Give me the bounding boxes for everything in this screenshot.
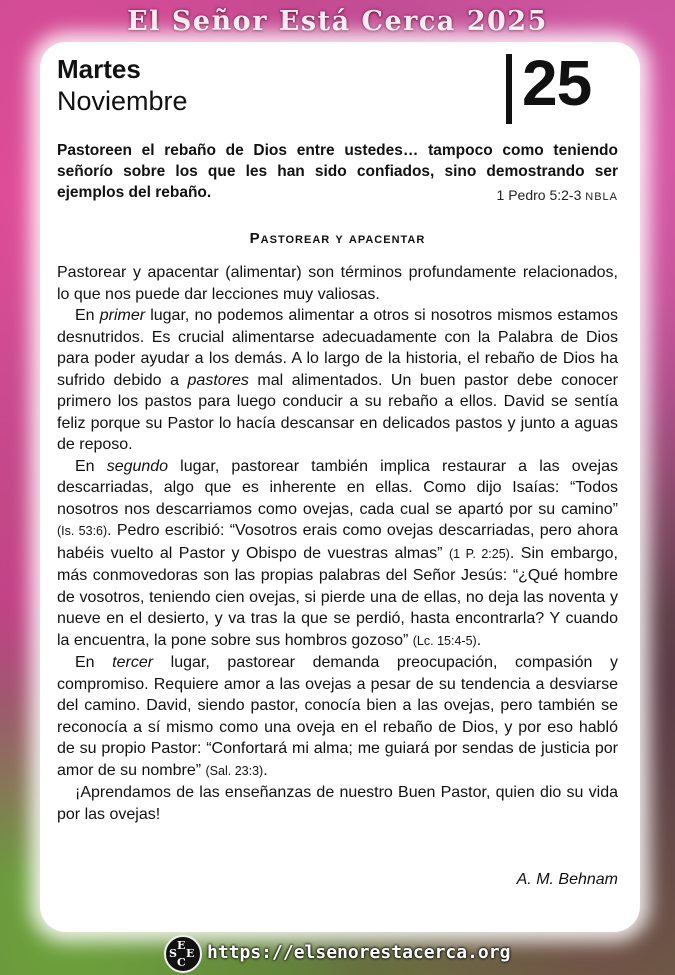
emphasis: tercer	[112, 654, 154, 671]
text-run: . Pedro escribió: “Vosotros erais como ovejas descarriadas, pero ahora habéis vuelto al Pastor y Obispo de vuestras almas”	[57, 522, 618, 562]
scripture-citation: (Sal. 23:3)	[205, 763, 264, 778]
devotional-body	[57, 262, 618, 825]
scripture-citation: (1 P. 2:25)	[448, 546, 510, 561]
logo-letter: S	[169, 947, 177, 960]
logo-letter: C	[177, 956, 186, 969]
publication-title: El Señor Está Cerca 2025	[127, 6, 548, 37]
paragraph-3	[57, 456, 618, 653]
weekday-label: Martes	[57, 54, 141, 84]
paragraph-5: ¡Aprendamos de las enseñanzas de nuestro Buen Pastor, quien dio su vida por las ovejas!	[57, 784, 618, 823]
text-run: .	[476, 631, 482, 649]
text-run: En	[75, 307, 100, 324]
devotional-title: Pastorear y apacentar	[249, 230, 426, 247]
logo-letter: E	[177, 939, 186, 952]
text-run: lugar, pastorear también implica restaurar a las ovejas descarriadas, algo que es inherente en ellas. Como dijo Isaías: “Todos nosotros nos descarriamos como ovejas, cada cual se apartó por su camino”	[57, 457, 619, 518]
text-run: En	[75, 457, 107, 475]
text-run: mal alimentados. Un buen pastor debe conocer primero los pastos para luego conducir a su rebaño a ellos. David se sentía feliz porque su Pastor lo hacía descansar en delicados pastos y junto a aguas de reposo.	[57, 371, 618, 453]
emphasis: primer	[99, 307, 146, 324]
logo-letter: E	[186, 947, 195, 960]
bible-version: NBLA	[585, 191, 618, 203]
text-run: . Sin embargo, más conmovedoras son las propias palabras del Señor Jesús: “¿Qué hombre de vosotros, teniendo cien ovejas, si pierde una de ellas, no deja las noventa y nueve en el desierto, y va tras la que se perdió, hasta encontrarla? Y cuando la encuentra, la pone sobre sus hombros gozoso”	[57, 544, 618, 649]
date-divider	[506, 54, 512, 124]
key-verse: Pastoreen el rebaño de Dios entre ustedes… tampoco como teniendo señorío sobre los que les han sido confiados, sino demostrando ser ejemplos del rebaño.	[57, 142, 618, 201]
day-number: 25	[522, 47, 592, 119]
scripture-citation: (Is. 53:6)	[57, 524, 108, 538]
text-run: .	[263, 761, 268, 779]
text-run: En	[75, 654, 113, 671]
paragraph-1: Pastorear y apacentar (alimentar) son términos profundamente relacionados, lo que nos puede dar lecciones muy valiosas.	[57, 264, 618, 303]
text-run: lugar, no podemos alimentar a otros si nosotros mismos estamos desnutridos. Es crucial alimentarse adecuadamente con la Palabra de Dios para poder ayudar a los demás. A lo largo de la historia, el rebaño de Dios ha sufrido debido a	[57, 307, 619, 389]
paragraph-2	[57, 305, 618, 456]
verse-reference	[432, 187, 618, 203]
website-link[interactable]: https://elsenorestacerca.org	[207, 942, 511, 963]
paragraph-4	[57, 652, 618, 782]
emphasis: pastores	[187, 371, 249, 389]
esec-logo-icon	[164, 935, 202, 973]
emphasis: segundo	[106, 457, 169, 475]
verse-reference-text: 1 Pedro 5:2-3	[496, 187, 582, 203]
month-label: Noviembre	[57, 86, 188, 116]
scripture-citation: (Lc. 15:4-5)	[412, 633, 477, 648]
author-signature: A. M. Behnam	[516, 871, 618, 888]
text-run: lugar, pastorear demanda preocupación, compasión y compromiso. Requiere amor a las ovejas a pesar de su tendencia a desviarse del camino. David, siendo pastor, conocía bien a las ovejas, pero también se reconocía a sí mismo como una oveja en el rebaño de Dios, y por eso habló de su propio Pastor: “Confortará mi alma; me guiará por sendas de justicia por amor de su nombre”	[57, 654, 619, 779]
